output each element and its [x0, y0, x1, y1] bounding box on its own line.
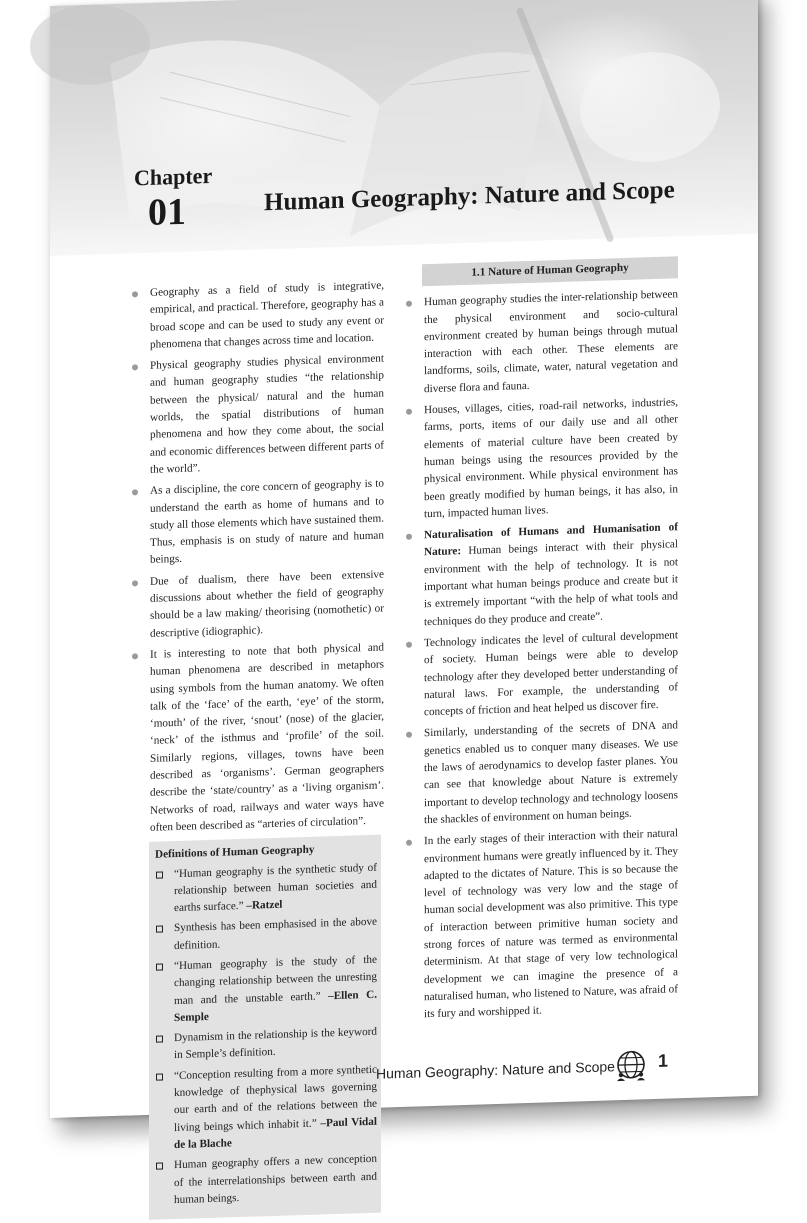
definition-item	[153, 952, 377, 1028]
definition-text: “Human geography is the study of the changing relationship between the unresting man and the unstable earth.”	[174, 953, 377, 1007]
square-bullet-icon	[156, 963, 163, 970]
list-item	[406, 627, 678, 722]
running-title: Human Geography: Nature and Scope	[376, 1058, 615, 1082]
list-item	[132, 476, 384, 570]
bullet-text: It is interesting to note that both physical and human phenomena are described in metaphors using symbols from the human anatomy. We often talk of the ‘face’ of the earth, ‘eye’ of the storm, ‘mouth’ of the river, ‘snout’ (nose) of the glacier, ‘neck’ of the isthmus and ‘profile’ of the soil. Similarly regions, villages, towns have been described as ‘organisms’. German geographers describe the ‘state/country’ as a ‘living organism’. Networks of road, railways and water ways have often been described as “arteries of circulation”.	[150, 641, 384, 834]
bullet-text: Similarly, understanding of the secrets of DNA and genetics enabled us to conquer many diseases. We use the laws of aerodynamics to develop faster planes. You can see that knowledge about Nature is extremely important to develop technology and technology loosens the shackles of environment on human beings.	[424, 719, 678, 827]
bullet-dot-icon	[406, 409, 412, 415]
square-bullet-icon	[156, 1036, 163, 1043]
bullet-text: In the early stages of their interaction with their natural environment humans were greatly influenced by it. They adapted to the dictates of Nature. This is so because the level of technology was very low and the stage of human social development was also primitive. This type of interaction between primitive human society and strong forces of nature was termed as environmental determinism. At that stage of very low technological development we can imagine the presence of a naturalised human, who listened to Nature, was afraid of its fury and worshipped it.	[424, 827, 678, 1021]
bullet-dot-icon	[132, 364, 138, 370]
bullet-dot-icon	[132, 580, 138, 586]
bullet-dot-icon	[132, 653, 138, 659]
book-page	[50, 0, 758, 1206]
definition-item	[153, 1061, 377, 1155]
definition-text: Human geography offers a new conception of the interrelationships between earth and human beings.	[174, 1152, 377, 1206]
chapter-label: Chapter	[134, 162, 213, 191]
bullet-lead: Naturalisation of Humans and Humanisation of Nature:	[424, 521, 678, 559]
bullet-text: Human beings interact with their physical environment with the help of technology. It is not important what human beings produce and create but it is extremely important “with the help of what tools and techniques do they produce and create”.	[424, 538, 678, 628]
chapter-banner	[50, 0, 758, 256]
bullet-text: Technology indicates the level of cultural development of society. Human beings were able to develop technology after they developed better understanding of natural laws. For example, the understanding of concepts of friction and heat helped us discover fire.	[424, 629, 678, 719]
definition-item	[153, 914, 377, 956]
list-item	[406, 394, 678, 524]
definitions-list	[153, 859, 377, 1210]
definitions-box	[149, 835, 381, 1220]
bullet-dot-icon	[132, 291, 138, 297]
bullet-dot-icon	[132, 490, 138, 496]
definition-item	[153, 1151, 377, 1210]
bullet-dot-icon	[406, 840, 412, 846]
page-number: 1	[658, 1050, 669, 1071]
square-bullet-icon	[156, 926, 163, 933]
list-item	[132, 278, 384, 355]
bullet-dot-icon	[406, 534, 412, 540]
square-bullet-icon	[156, 1163, 163, 1170]
definition-text: Synthesis has been emphasised in the above definition.	[174, 916, 377, 952]
square-bullet-icon	[156, 871, 163, 878]
definition-text: “Human geography is the synthetic study of relationship between human societies and earths surface.”	[174, 861, 377, 915]
bullet-text: Houses, villages, cities, road-rail networks, industries, farms, ports, items of our daily use and all other elements of material culture have been created by human beings using the resources provided by the physical environment. While physical environment has been greatly modified by human beings, it has also, in turn, impacted human lives.	[424, 396, 678, 521]
definitions-title: Definitions of Human Geography	[155, 843, 315, 861]
bullet-text: Due of dualism, there have been extensive discussions about whether the field of geography should be a law making/ theorising (nomothetic) or descriptive (idiographic).	[150, 568, 384, 640]
bullet-text: As a discipline, the core concern of geography is to understand the earth as home of humans and to study all those elements which have sustained them. Thus, emphasis is on study of nature and human beings.	[150, 477, 384, 567]
definition-text: “Conception resulting from a more synthetic knowledge of thephysical laws governing our earth and of the relations between the living beings which inhabit it.”	[174, 1063, 377, 1134]
definition-author: –Ratzel	[246, 898, 283, 912]
left-bullet-list	[132, 278, 384, 838]
bullet-dot-icon	[406, 642, 412, 648]
definition-text: Dynamism in the relationship is the keyword in Semple’s definition.	[174, 1025, 377, 1062]
list-item	[132, 351, 384, 480]
definition-item	[153, 859, 377, 918]
left-column	[132, 278, 384, 1221]
definition-item	[153, 1024, 377, 1066]
list-item	[406, 287, 678, 399]
list-item	[406, 519, 678, 631]
globe-people-icon	[614, 1047, 648, 1082]
bullet-dot-icon	[406, 301, 412, 307]
square-bullet-icon	[156, 1073, 163, 1080]
definition-author: –Ellen C. Semple	[174, 988, 377, 1024]
list-item	[132, 639, 384, 837]
section-heading: 1.1 Nature of Human Geography	[422, 256, 678, 286]
right-column	[406, 256, 678, 1028]
bullet-text: Geography as a field of study is integrative, empirical, and practical. Therefore, geography has a broad scope and can be used to study any event or phenomena that changes across time and location.	[150, 279, 384, 351]
chapter-number: 01	[148, 190, 186, 234]
list-item	[132, 566, 384, 643]
definition-author: –Paul Vidal de la Blache	[174, 1115, 377, 1152]
bullet-dot-icon	[406, 732, 412, 738]
right-bullet-list	[406, 287, 678, 1025]
bullet-text: Physical geography studies physical environment and human geography studies “the relationship between the physical/ natural and the human worlds, the spatial distributions of human phenomena and how they come about, the social and economic differences between different parts of the world”.	[150, 352, 384, 476]
chapter-title: Human Geography: Nature and Scope	[264, 176, 675, 217]
list-item	[406, 825, 678, 1024]
bullet-text: Human geography studies the inter-relationship between the physical environment and socio-cultural environment created by human beings through mutual interaction with each other. These elements are landforms, soils, climate, water, natural vegetation and diverse flora and fauna.	[424, 288, 678, 396]
list-item	[406, 718, 678, 830]
